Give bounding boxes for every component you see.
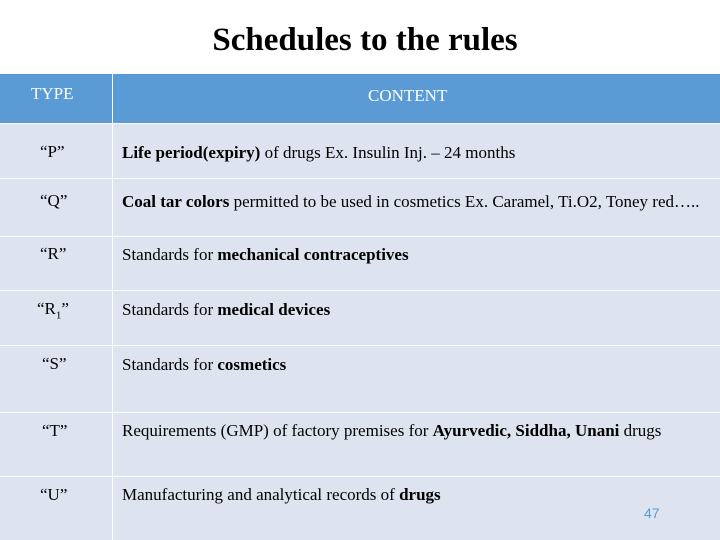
content-text [122,190,712,213]
table-row [0,477,720,540]
content-part: mechanical contraceptives [217,245,409,264]
content-part: Manufacturing and analytical records of [122,485,400,504]
content-text [122,419,712,442]
type-label: “R” [40,244,67,263]
type-cell [0,237,113,290]
type-label: “Q” [40,191,68,210]
table-row [0,179,720,237]
content-part: drugs [399,485,441,504]
content-text [122,141,712,164]
type-label-main: “R [37,299,56,318]
table-row [0,237,720,291]
content-text [122,298,712,321]
content-part: medical devices [217,300,331,319]
type-cell [0,179,113,236]
content-part: Standards for [122,300,218,319]
content-part: cosmetics [217,355,287,374]
type-label: “P” [40,142,65,161]
header-type-cell [0,74,113,123]
content-part: Standards for [122,245,218,264]
type-label: “S” [42,354,67,373]
slide-title: Schedules to the rules [212,22,518,58]
type-cell [0,477,113,540]
type-cell [0,291,113,345]
table-row [0,124,720,179]
content-part: Coal tar colors [122,192,230,211]
type-cell [0,124,113,178]
content-text [122,243,712,266]
content-part: Ayurvedic, Siddha, Unani [432,421,620,440]
type-label: “T” [42,421,68,440]
content-text [122,353,712,376]
content-part: of drugs Ex. Insulin Inj. – 24 months [260,143,516,162]
type-label-end: ” [61,299,69,318]
slide-page-number: 47 [644,505,660,521]
type-cell [0,413,113,476]
type-label: “U” [40,485,68,504]
type-label [37,299,69,325]
header-content-label: CONTENT [368,86,448,105]
content-text [122,483,712,506]
table-header-row [0,74,720,124]
content-part: Requirements (GMP) of factory premises for [122,421,433,440]
schedules-table [0,74,720,540]
content-part: drugs [619,421,662,440]
content-part: permitted to be used in cosmetics Ex. Caramel, Ti.O2, Toney red….. [229,192,700,211]
table-row [0,346,720,413]
type-cell [0,346,113,412]
content-part: Standards for [122,355,218,374]
header-type-label: TYPE [31,84,74,103]
type-label-subscript: 1 [55,309,62,322]
table-row [0,291,720,346]
table-row [0,413,720,477]
content-part: Life period(expiry) [122,143,261,162]
